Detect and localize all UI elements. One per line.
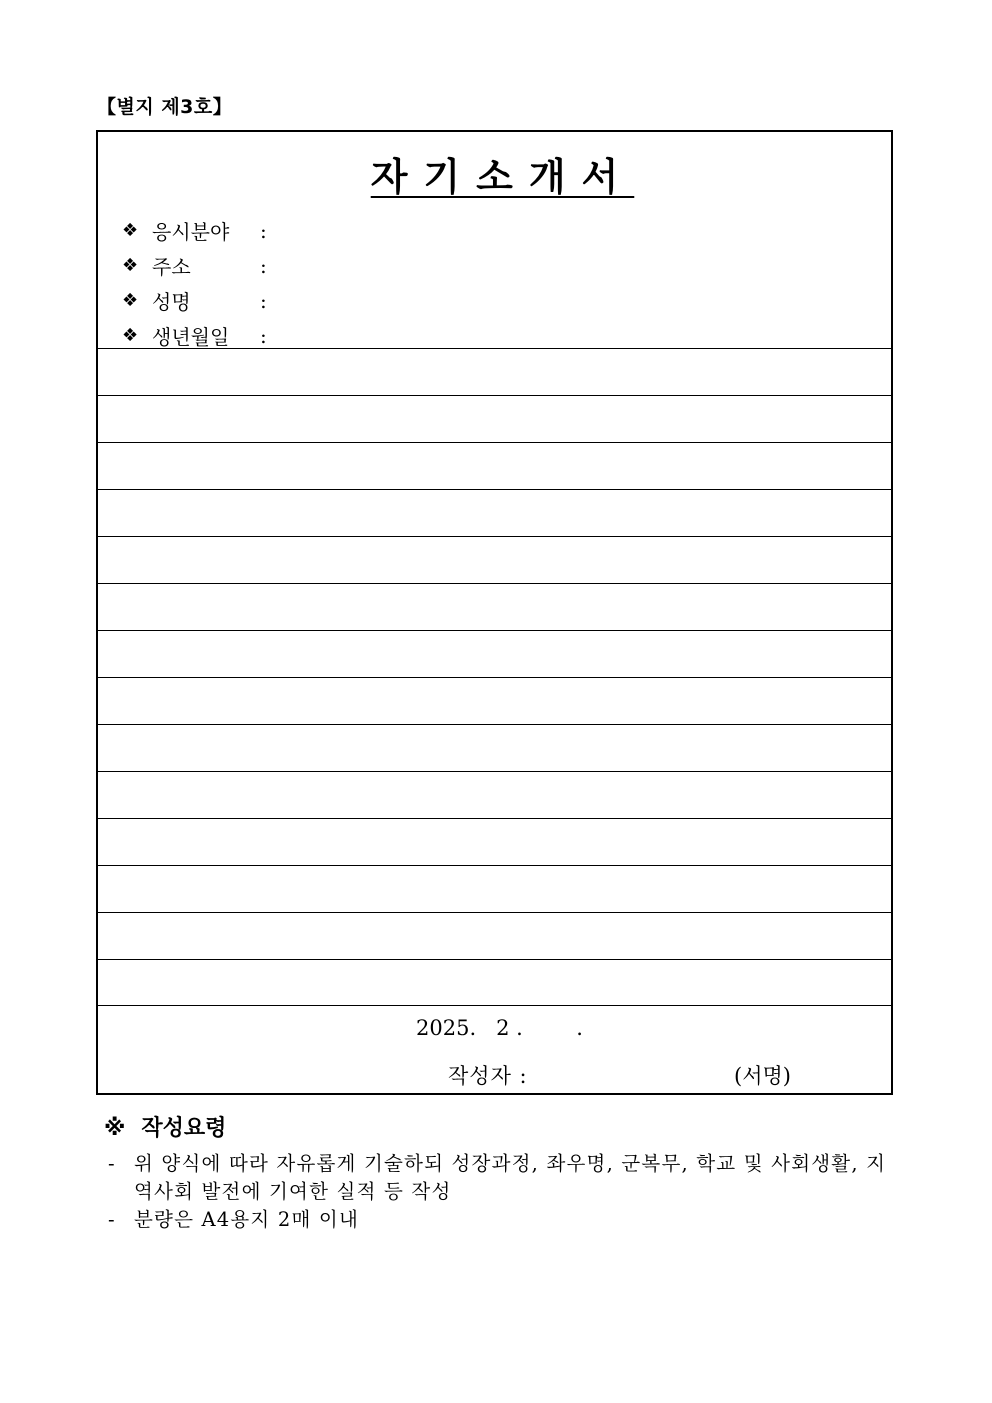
field-colon: : (260, 288, 267, 313)
writing-line[interactable] (98, 630, 891, 677)
form-title-text: 자기소개서 (370, 155, 635, 199)
signature-label: (서명) (734, 1064, 791, 1088)
writing-line[interactable] (98, 865, 891, 912)
field-label: 주소 (152, 255, 191, 279)
writing-line[interactable] (98, 818, 891, 865)
writing-line[interactable] (98, 395, 891, 442)
diamond-bullet-icon: ❖ (122, 220, 139, 241)
writing-line[interactable] (98, 442, 891, 489)
writing-line[interactable] (98, 771, 891, 818)
field-address (122, 248, 267, 283)
guide-heading (104, 1111, 226, 1142)
writing-line[interactable] (98, 536, 891, 583)
dash-bullet: - (108, 1208, 116, 1231)
writing-area[interactable] (98, 348, 891, 1006)
self-introduction-form (96, 130, 893, 1095)
field-name (122, 283, 267, 318)
field-colon: : (260, 253, 267, 278)
annex-label: 【별지 제3호】 (97, 96, 233, 118)
writing-line[interactable] (98, 677, 891, 724)
guide-list (108, 1150, 898, 1234)
guide-item-text: 분량은 A4용지 2매 이내 (134, 1208, 359, 1231)
field-label: 생년월일 (152, 325, 230, 349)
field-label: 응시분야 (152, 220, 230, 244)
guide-title: 작성요령 (141, 1116, 227, 1141)
diamond-bullet-icon: ❖ (122, 290, 139, 311)
dash-bullet: - (108, 1152, 116, 1175)
field-colon: : (260, 218, 267, 243)
writing-line[interactable] (98, 724, 891, 771)
writing-line[interactable] (98, 912, 891, 959)
field-label: 성명 (152, 290, 191, 314)
field-application-area (122, 213, 267, 248)
applicant-info (122, 213, 267, 353)
form-title (98, 146, 891, 201)
diamond-bullet-icon: ❖ (122, 255, 139, 276)
reference-mark-icon: ※ (104, 1116, 126, 1141)
form-footer (98, 1005, 891, 1096)
writing-line[interactable] (98, 348, 891, 395)
writing-line[interactable] (98, 489, 891, 536)
writing-line[interactable] (98, 959, 891, 1006)
writing-line[interactable] (98, 583, 891, 630)
diamond-bullet-icon: ❖ (122, 325, 139, 346)
guide-item (108, 1150, 898, 1206)
guide-item (108, 1206, 898, 1234)
guide-item-text: 위 양식에 따라 자유롭게 기술하되 성장과정, 좌우명, 군복무, 학교 및 사회생활, 지역사회 발전에 기여한 실적 등 작성 (134, 1152, 887, 1203)
date-line: 2025. 2 . . (416, 1016, 583, 1040)
field-colon: : (260, 323, 267, 348)
writer-label: 작성자 : (448, 1064, 528, 1088)
